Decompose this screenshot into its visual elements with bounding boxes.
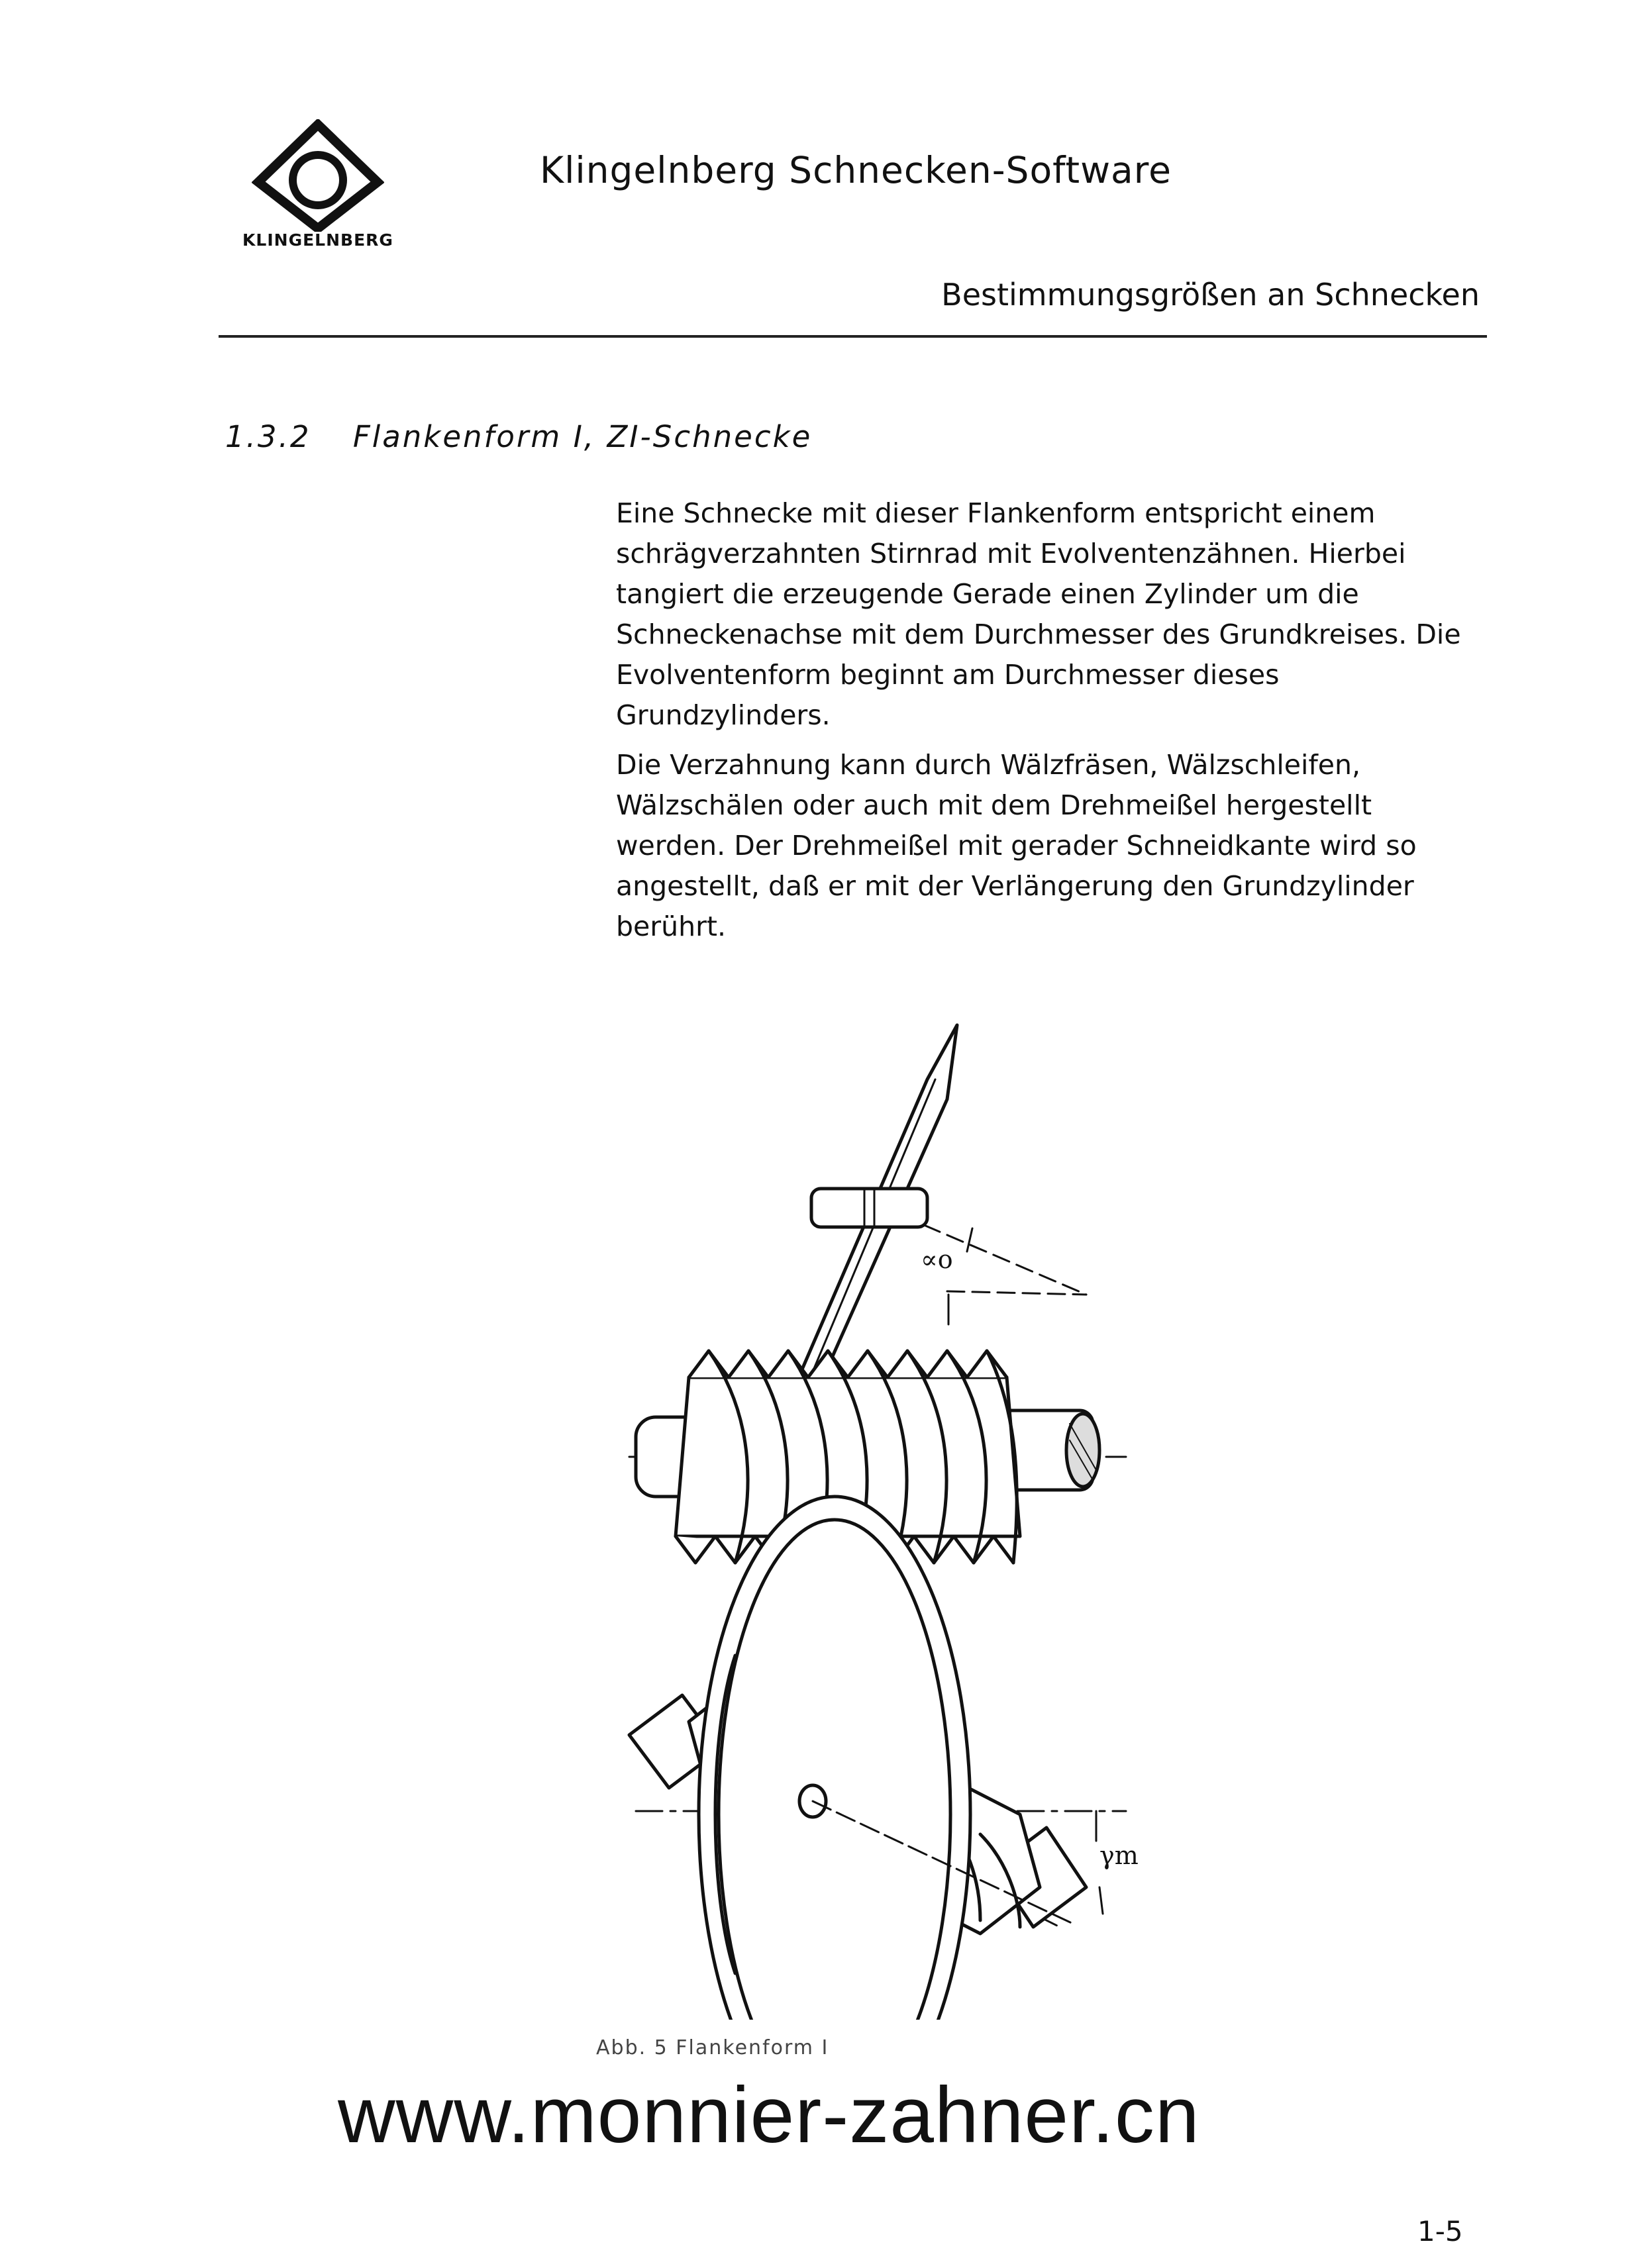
worm-wheel-illustration [629,1497,1126,2020]
logo-wordmark: KLINGELNBERG [242,230,393,250]
paragraph-text: Die Verzahnung kann durch Wälzfräsen, Wälzschleifen, Wälzschälen oder auch mit dem Drehmeißel hergestellt werden. Der Drehmeißel mit gerader Schneidkante wird so angestellt, daß er mit der Verlängerung den Grundzylinder berührt. [616,749,1417,942]
worm-drawing [609,1007,1139,2020]
section-title: Flankenform I, ZI-Schnecke [352,419,813,454]
logo-mark-icon [252,119,384,232]
alpha-angle-label: ∝o [921,1245,953,1274]
paragraph-1 [616,493,1477,736]
klingelnberg-logo [229,119,407,258]
section-heading [225,419,812,454]
turning-tool-illustration [791,1025,1086,1404]
paragraph-2 [616,745,1477,947]
paragraph-text: Eine Schnecke mit dieser Flankenform entspricht einem schrägverzahnten Stirnrad mit Evolventenzähnen. Hierbei tangiert die erzeugende Gerade einen Zylinder um die Schneckenachse mit dem Durchmesser des Grundkreises. Die Evolventenform beginnt am Durchmesser dieses Grundzylinders. [616,497,1461,731]
document-title: Klingelnberg Schnecken-Software [540,149,1172,191]
running-section-header: Bestimmungsgrößen an Schnecken [941,277,1480,313]
worm-flank-figure [609,1007,1139,2020]
gamma-angle-label: γm [1099,1841,1139,1870]
section-number: 1.3.2 [225,419,311,454]
figure-caption: Abb. 5 Flankenform I [596,2036,829,2059]
header-rule [219,335,1487,338]
website-watermark: www.monnier-zahner.cn [338,2071,1200,2159]
page-number: 1-5 [1417,2215,1463,2247]
